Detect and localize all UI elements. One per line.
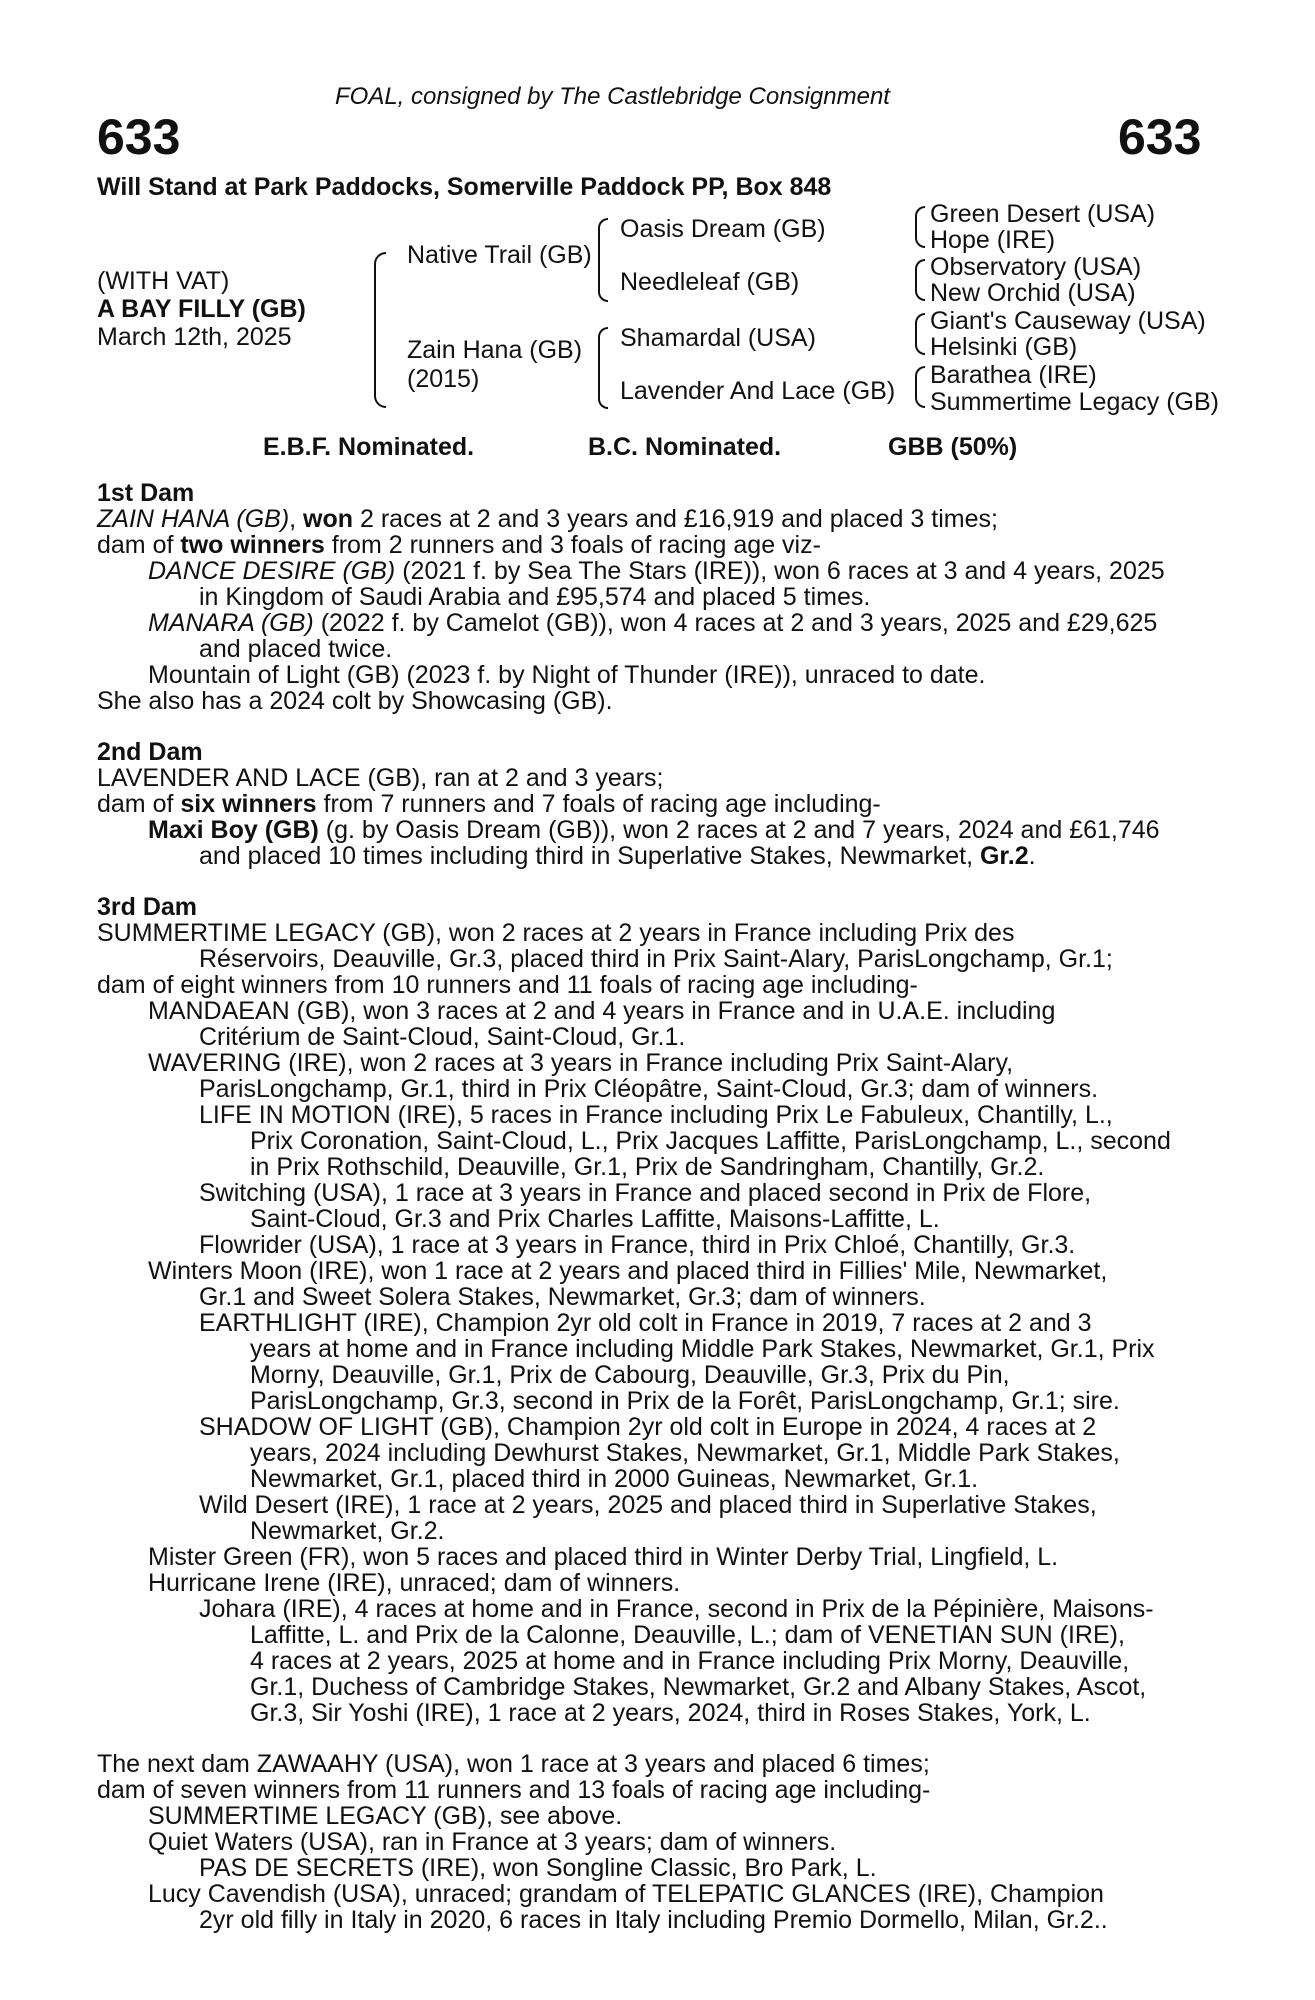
next-dam-line: Lucy Cavendish (USA), unraced; grandam of TELEPATIC GLANCES (IRE), Champion: [148, 1880, 1104, 1908]
third-dam-line: Hurricane Irene (IRE), unraced; dam of winners.: [148, 1569, 681, 1597]
lot-number-right: 633: [1118, 109, 1202, 165]
gen3-5: Giant's Causeway (USA): [930, 307, 1206, 335]
third-dam-line: Prix Coronation, Saint-Cloud, L., Prix Jacques Laffitte, ParisLongchamp, L., second: [250, 1127, 1171, 1155]
next-dam-line: dam of seven winners from 11 runners and 13 foals of racing age including-: [97, 1776, 931, 1804]
lot-number-left: 633: [97, 109, 181, 165]
gen3-6: Helsinki (GB): [930, 333, 1078, 361]
third-dam-line: Newmarket, Gr.1, placed third in 2000 Guineas, Newmarket, Gr.1.: [250, 1465, 979, 1493]
gen3-bracket-2: [915, 259, 925, 301]
gbb-status: GBB (50%): [888, 433, 1018, 461]
gen3-3: Observatory (USA): [930, 253, 1142, 281]
third-dam-line: SUMMERTIME LEGACY (GB), won 2 races at 2 years in France including Prix des: [97, 919, 1015, 947]
third-dam-line: dam of eight winners from 10 runners and 11 foals of racing age including-: [97, 971, 918, 999]
third-dam-line: Switching (USA), 1 race at 3 years in France and placed second in Prix de Flore,: [199, 1179, 1092, 1207]
third-dam-line: years at home and in France including Middle Park Stakes, Newmarket, Gr.1, Prix: [250, 1335, 1155, 1363]
dam-year: (2015): [407, 365, 480, 393]
progeny-1-cont: in Kingdom of Saudi Arabia and £95,574 and placed 5 times.: [199, 583, 871, 611]
second-dam-line-2: dam of six winners from 7 runners and 7 foals of racing age including-: [97, 790, 881, 818]
third-dam-line: Gr.1, Duchess of Cambridge Stakes, Newmarket, Gr.2 and Albany Stakes, Ascot,: [250, 1673, 1147, 1701]
stand-location: Will Stand at Park Paddocks, Somerville Paddock PP, Box 848: [97, 173, 832, 201]
next-dam-line: The next dam ZAWAAHY (USA), won 1 race at 3 years and placed 6 times;: [97, 1750, 930, 1778]
progeny-1: DANCE DESIRE (GB) (2021 f. by Sea The Stars (IRE)), won 6 races at 3 and 4 years, 2025: [148, 557, 1165, 585]
horse-name: A BAY FILLY (GB): [97, 295, 306, 323]
consignor-title: FOAL, consigned by The Castlebridge Consignment: [335, 83, 890, 110]
third-dam-line: in Prix Rothschild, Deauville, Gr.1, Prix de Sandringham, Chantilly, Gr.2.: [250, 1153, 1045, 1181]
third-dam-line: Critérium de Saint-Cloud, Saint-Cloud, Gr.1.: [199, 1023, 686, 1051]
vat-label: (WITH VAT): [97, 267, 230, 295]
second-dam-progeny-1: Maxi Boy (GB) (g. by Oasis Dream (GB)), won 2 races at 2 and 7 years, 2024 and £61,746: [148, 816, 1160, 844]
first-dam-line-2: dam of two winners from 2 runners and 3 foals of racing age viz-: [97, 531, 821, 559]
second-dam-heading: 2nd Dam: [97, 738, 203, 766]
next-dam-line: PAS DE SECRETS (IRE), won Songline Classic, Bro Park, L.: [199, 1854, 877, 1882]
next-dam-line: 2yr old filly in Italy in 2020, 6 races in Italy including Premio Dormello, Milan, Gr.2..: [199, 1906, 1108, 1934]
catalogue-body: [97, 480, 1217, 1933]
gen3-bracket-4: [915, 366, 925, 408]
sire-dam: Needleleaf (GB): [620, 268, 800, 296]
third-dam-line: ParisLongchamp, Gr.3, second in Prix de la Forêt, ParisLongchamp, Gr.1; sire.: [250, 1387, 1120, 1415]
third-dam-line: Newmarket, Gr.2.: [250, 1517, 445, 1545]
third-dam-line: Flowrider (USA), 1 race at 3 years in France, third in Prix Chloé, Chantilly, Gr.3.: [199, 1231, 1076, 1259]
third-dam-line: Gr.1 and Sweet Solera Stakes, Newmarket, Gr.3; dam of winners.: [199, 1283, 926, 1311]
third-dam-line: Laffitte, L. and Prix de la Calonne, Deauville, L.; dam of VENETIAN SUN (IRE),: [250, 1621, 1125, 1649]
next-dam-line: SUMMERTIME LEGACY (GB), see above.: [148, 1802, 623, 1830]
dam-bracket: [598, 327, 608, 409]
sire: Native Trail (GB): [407, 241, 592, 269]
gen3-4: New Orchid (USA): [930, 279, 1136, 307]
third-dam-line: WAVERING (IRE), won 2 races at 3 years in France including Prix Saint-Alary,: [148, 1049, 1014, 1077]
gen3-1: Green Desert (USA): [930, 200, 1156, 228]
third-dam-line: Gr.3, Sir Yoshi (IRE), 1 race at 2 years, 2024, third in Roses Stakes, York, L.: [250, 1699, 1091, 1727]
third-dam-line: LIFE IN MOTION (IRE), 5 races in France including Prix Le Fabuleux, Chantilly, L.,: [199, 1101, 1113, 1129]
third-dam-line: Winters Moon (IRE), won 1 race at 2 years and placed third in Fillies' Mile, Newmarket,: [148, 1257, 1108, 1285]
third-dam-heading: 3rd Dam: [97, 893, 198, 921]
progeny-2: MANARA (GB) (2022 f. by Camelot (GB)), won 4 races at 2 and 3 years, 2025 and £29,625: [148, 609, 1158, 637]
progeny-3: Mountain of Light (GB) (2023 f. by Night of Thunder (IRE)), unraced to date.: [148, 661, 986, 689]
third-dam-line: Wild Desert (IRE), 1 race at 2 years, 2025 and placed third in Superlative Stakes,: [199, 1491, 1097, 1519]
sire-bracket: [598, 218, 608, 302]
gen3-bracket-1: [915, 206, 925, 248]
dam-sire: Shamardal (USA): [620, 324, 816, 352]
progeny-note: She also has a 2024 colt by Showcasing (GB).: [97, 687, 613, 715]
third-dam-line: Johara (IRE), 4 races at home and in France, second in Prix de la Pépinière, Maisons-: [199, 1595, 1154, 1623]
progeny-2-cont: and placed twice.: [199, 635, 393, 663]
bc-nomination: B.C. Nominated.: [588, 433, 782, 461]
third-dam-line: 4 races at 2 years, 2025 at home and in France including Prix Morny, Deauville,: [250, 1647, 1130, 1675]
ebf-nomination: E.B.F. Nominated.: [263, 433, 475, 461]
third-dam-line: SHADOW OF LIGHT (GB), Champion 2yr old colt in Europe in 2024, 4 races at 2: [199, 1413, 1097, 1441]
dam-dam: Lavender And Lace (GB): [620, 377, 896, 405]
first-dam-heading: 1st Dam: [97, 479, 195, 507]
second-dam-progeny-1-cont: and placed 10 times including third in Superlative Stakes, Newmarket, Gr.2.: [199, 842, 1036, 870]
gen3-7: Barathea (IRE): [930, 361, 1097, 389]
dam: Zain Hana (GB): [407, 336, 583, 364]
first-dam-line-1: ZAIN HANA (GB), won 2 races at 2 and 3 years and £16,919 and placed 3 times;: [97, 505, 998, 533]
third-dam-line: ParisLongchamp, Gr.1, third in Prix Cléopâtre, Saint-Cloud, Gr.3; dam of winners.: [199, 1075, 1099, 1103]
third-dam-line: years, 2024 including Dewhurst Stakes, Newmarket, Gr.1, Middle Park Stakes,: [250, 1439, 1120, 1467]
second-dam-line-1: LAVENDER AND LACE (GB), ran at 2 and 3 years;: [97, 764, 664, 792]
third-dam-line: Morny, Deauville, Gr.1, Prix de Cabourg, Deauville, Gr.3, Prix du Pin,: [250, 1361, 1010, 1389]
gen3-2: Hope (IRE): [930, 226, 1056, 254]
gen3-8: Summertime Legacy (GB): [930, 388, 1219, 416]
third-dam-line: Saint-Cloud, Gr.3 and Prix Charles Laffitte, Maisons-Laffitte, L.: [250, 1205, 940, 1233]
gen3-bracket-3: [915, 313, 925, 355]
next-dam-line: Quiet Waters (USA), ran in France at 3 years; dam of winners.: [148, 1828, 837, 1856]
pedigree-bracket: [374, 252, 386, 408]
third-dam-line: EARTHLIGHT (IRE), Champion 2yr old colt in France in 2019, 7 races at 2 and 3: [199, 1309, 1092, 1337]
third-dam-line: Réservoirs, Deauville, Gr.3, placed third in Prix Saint-Alary, ParisLongchamp, Gr.1;: [199, 945, 1113, 973]
third-dam-line: MANDAEAN (GB), won 3 races at 2 and 4 years in France and in U.A.E. including: [148, 997, 1056, 1025]
third-dam-line: Mister Green (FR), won 5 races and placed third in Winter Derby Trial, Lingfield, L.: [148, 1543, 1059, 1571]
sire-sire: Oasis Dream (GB): [620, 215, 826, 243]
foaling-date: March 12th, 2025: [97, 323, 292, 351]
